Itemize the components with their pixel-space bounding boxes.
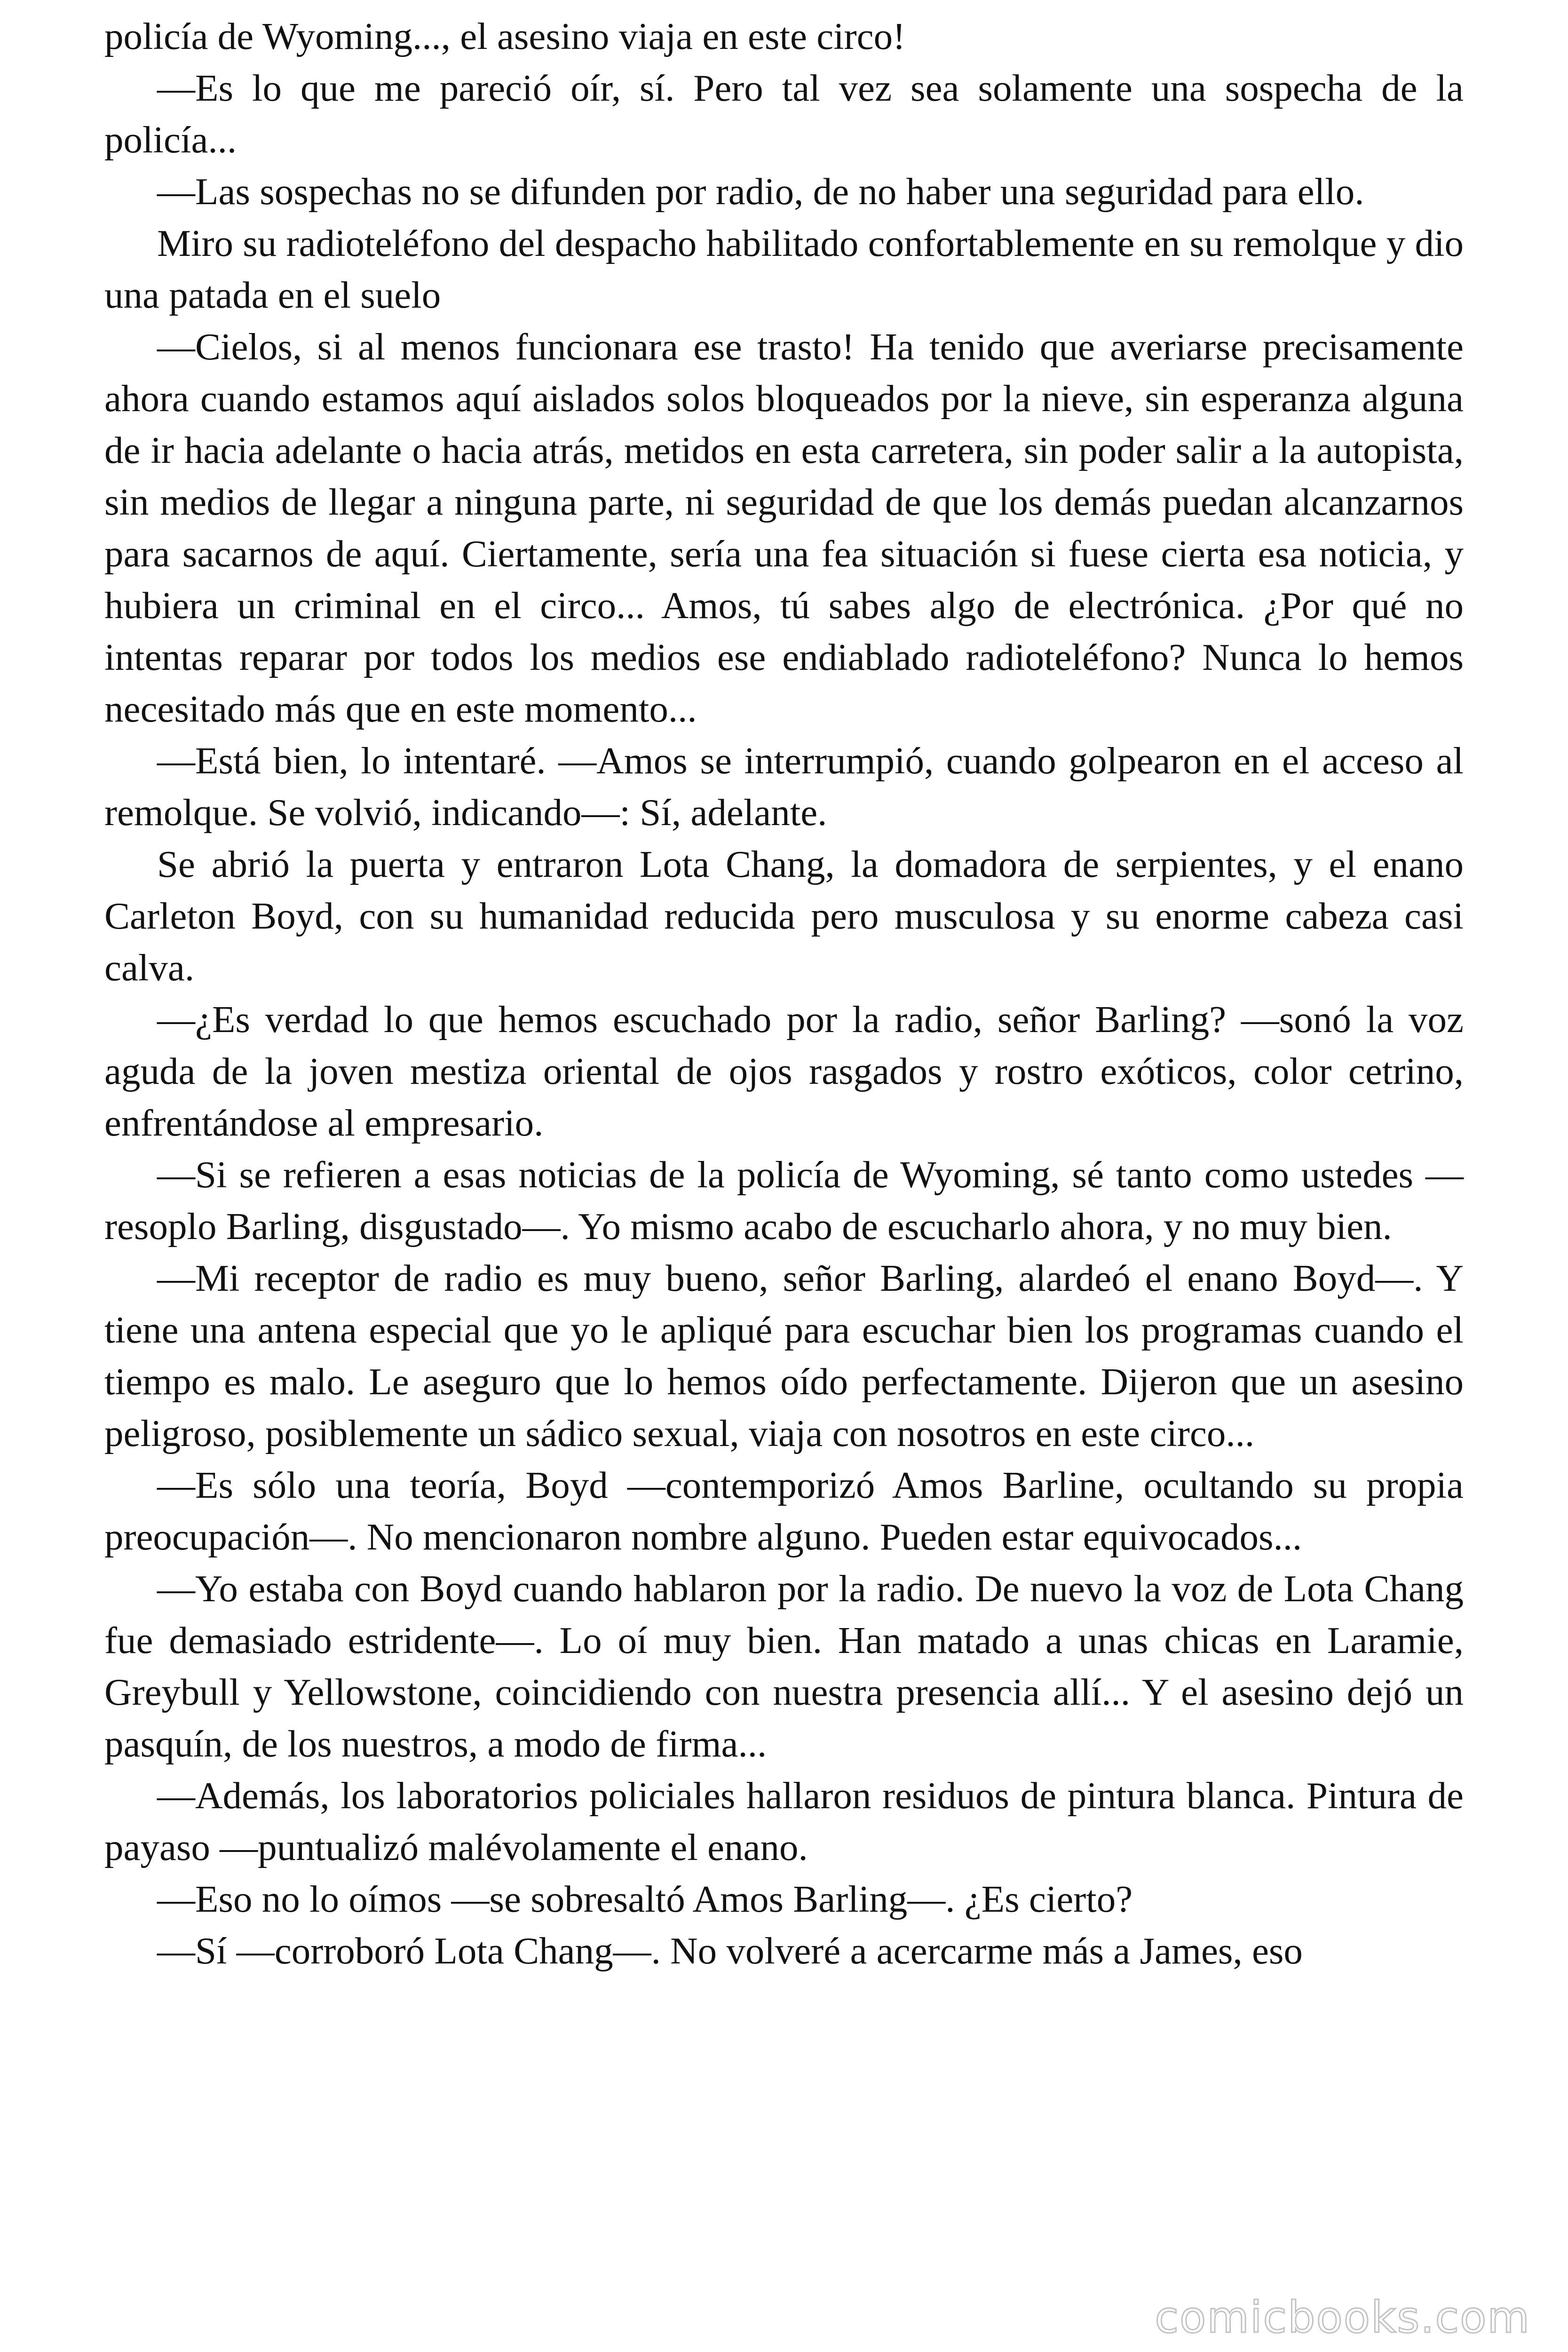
paragraph-10: —Mi receptor de radio es muy bueno, señor Barling, alardeó el enano Boyd—. Y tiene una antena especial que yo le apliqué para escuchar bien los programas cuando el tiempo es malo. Le aseguro que lo hemos oído perfectamente. Dijeron que un asesino peligroso, posiblemente un sádico sexual, viaja con nosotros en este circo... bbox=[104, 1257, 1464, 1454]
book-page bbox=[104, 10, 1464, 1977]
paragraph-7: Se abrió la puerta y entraron Lota Chang, la domadora de serpientes, y el enano Carleton Boyd, con su humanidad reducida pero musculosa y su enorme cabeza casi calva. bbox=[104, 843, 1464, 989]
paragraph-5: —Cielos, si al menos funcionara ese trasto! Ha tenido que averiarse precisamente ahora cuando estamos aquí aislados solos bloqueados por la nieve, sin esperanza alguna de ir hacia adelante o hacia atrás, metidos en esta carretera, sin poder salir a la autopista, sin medios de llegar a ninguna parte, ni seguridad de que los demás puedan alcanzarnos para sacarnos de aquí. Ciertamente, sería una fea situación si fuese cierta esa noticia, y hubiera un criminal en el circo... Amos, tú sabes algo de electrónica. ¿Por qué no intentas reparar por todos los medios ese endiablado radioteléfono? Nunca lo hemos necesitado más que en este momento... bbox=[104, 326, 1464, 730]
paragraph-6: —Está bien, lo intentaré. —Amos se interrumpió, cuando golpearon en el acceso al remolque. Se volvió, indicando—: Sí, adelante. bbox=[104, 739, 1464, 834]
paragraph-9: —Si se refieren a esas noticias de la policía de Wyoming, sé tanto como ustedes —resoplo Barling, disgustado—. Yo mismo acabo de escucharlo ahora, y no muy bien. bbox=[104, 1153, 1464, 1248]
paragraph-11: —Es sólo una teoría, Boyd —contemporizó Amos Barline, ocultando su propia preocupación—. No mencionaron nombre alguno. Pueden estar equivocados... bbox=[104, 1464, 1464, 1558]
paragraph-4: Miro su radioteléfono del despacho habilitado confortablemente en su remolque y dio una patada en el suelo bbox=[104, 222, 1464, 316]
paragraph-3: —Las sospechas no se difunden por radio, de no haber una seguridad para ello. bbox=[157, 170, 1364, 213]
paragraph-14: —Eso no lo oímos —se sobresaltó Amos Barling—. ¿Es cierto? bbox=[157, 1878, 1133, 1920]
paragraph-12: —Yo estaba con Boyd cuando hablaron por la radio. De nuevo la voz de Lota Chang fue demasiado estridente—. Lo oí muy bien. Han matado a unas chicas en Laramie, Greybull y Yellowstone, coincidiendo con nuestra presencia allí... Y el asesino dejó un pasquín, de los nuestros, a modo de firma... bbox=[104, 1567, 1464, 1765]
paragraph-1: policía de Wyoming..., el asesino viaja en este circo! bbox=[104, 15, 906, 57]
paragraph-8: —¿Es verdad lo que hemos escuchado por la radio, señor Barling? —sonó la voz aguda de la joven mestiza oriental de ojos rasgados y rostro exóticos, color cetrino, enfrentándose al empresario. bbox=[104, 998, 1464, 1144]
watermark: comicbooks.com bbox=[1155, 2292, 1530, 2343]
paragraph-13: —Además, los laboratorios policiales hallaron residuos de pintura blanca. Pintura de payaso —puntualizó malévolamente el enano. bbox=[104, 1774, 1464, 1868]
paragraph-2: —Es lo que me pareció oír, sí. Pero tal vez sea solamente una sospecha de la policía... bbox=[104, 67, 1464, 161]
paragraph-15: —Sí —corroboró Lota Chang—. No volveré a acercarme más a James, eso bbox=[157, 1930, 1303, 1972]
